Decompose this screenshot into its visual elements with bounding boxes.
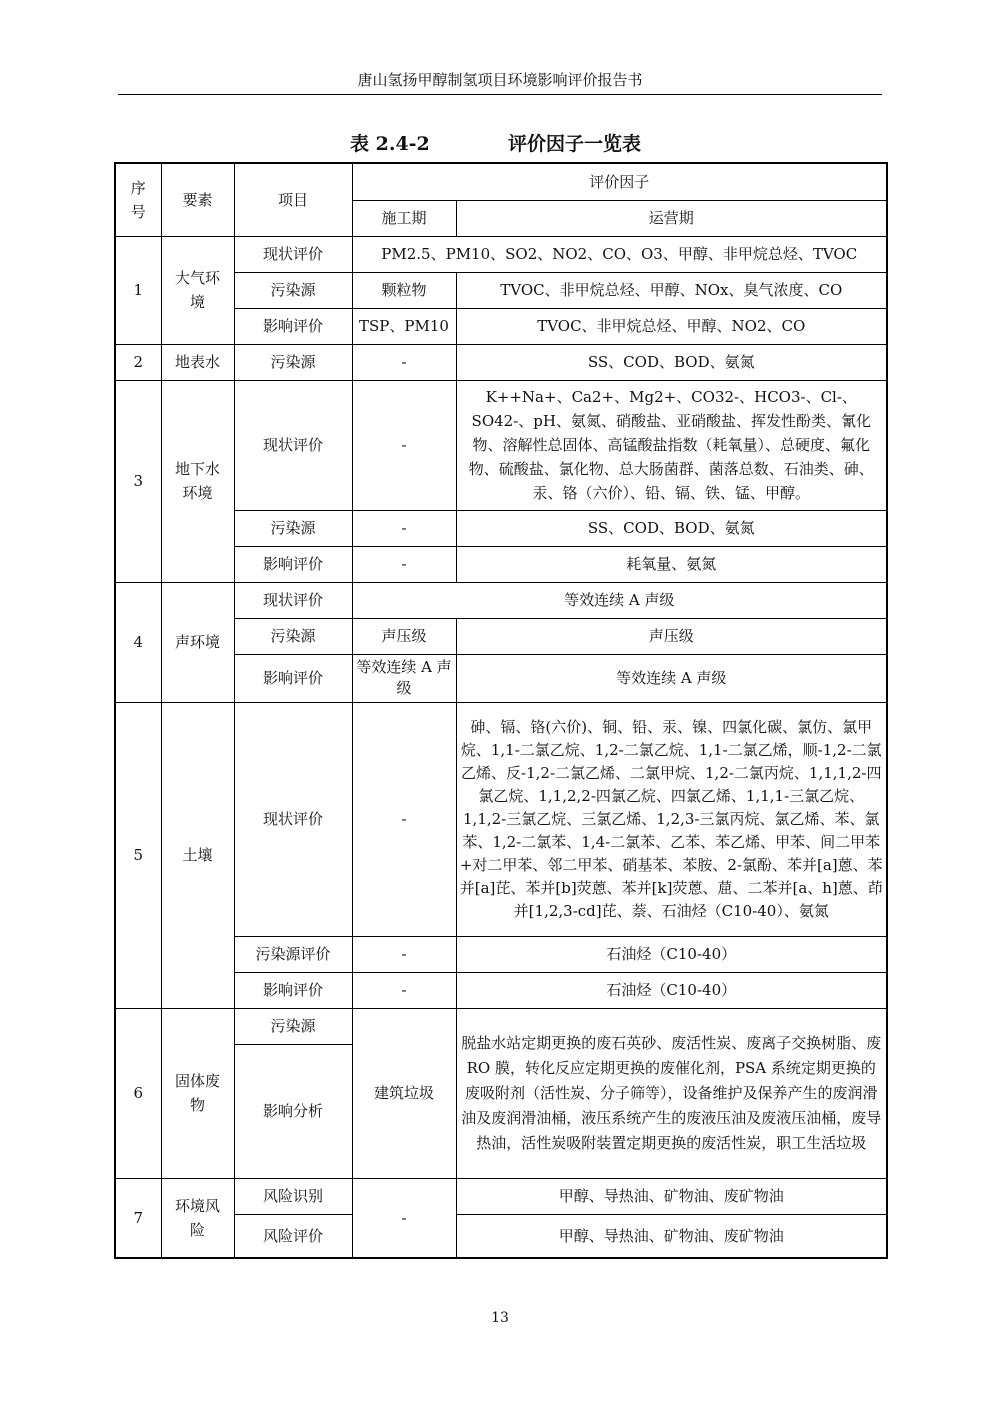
item-cell: 影响评价 [234,308,352,344]
construction-cell: 声压级 [352,618,456,654]
element-cell: 地下水环境 [161,380,234,582]
table-row [115,1178,887,1214]
table-title: 评价因子一览表 [508,133,642,155]
item-cell: 风险识别 [234,1178,352,1214]
table-row [115,702,887,936]
element-cell: 土壤 [161,702,234,1008]
table-row [115,380,887,510]
item-cell: 污染源 [234,1008,352,1044]
operation-cell: 脱盐水站定期更换的废石英砂、废活性炭、废离子交换树脂、废 RO 膜，转化反应定期更换的废催化剂，PSA 系统定期更换的废吸附剂（活性炭、分子筛等），设备维护及保养产生的废润滑油及废润滑油桶，液压系统产生的废液压油及废液压油桶，废导热油，活性炭吸附装置定期更换的废活性炭，职工生活垃圾 [456,1008,887,1178]
header-construction: 施工期 [352,200,456,236]
item-cell: 风险评价 [234,1214,352,1258]
item-cell: 现状评价 [234,236,352,272]
seq-cell: 2 [115,344,161,380]
operation-cell: TVOC、非甲烷总烃、甲醇、NOx、臭气浓度、CO [456,272,887,308]
operation-cell: 耗氧量、氨氮 [456,546,887,582]
header-operation: 运营期 [456,200,887,236]
operation-cell: TVOC、非甲烷总烃、甲醇、NO2、CO [456,308,887,344]
item-cell: 污染源 [234,510,352,546]
header-factor: 评价因子 [352,163,887,200]
table-row [115,236,887,272]
table-row [115,582,887,618]
header-divider [118,94,882,95]
item-cell: 污染源 [234,618,352,654]
construction-cell: - [352,380,456,510]
seq-cell: 7 [115,1178,161,1258]
item-cell: 污染源 [234,344,352,380]
header-item: 项目 [234,163,352,236]
element-cell: 声环境 [161,582,234,702]
evaluation-factor-table [114,162,888,1259]
construction-cell: 等效连续 A 声级 [352,654,456,702]
construction-cell: - [352,510,456,546]
construction-cell: - [352,972,456,1008]
table-row [115,1008,887,1044]
operation-cell: SS、COD、BOD、氨氮 [456,344,887,380]
page-number: 13 [491,1310,509,1326]
construction-cell: - [352,1178,456,1258]
header-seq: 序号 [115,163,161,236]
item-cell: 影响评价 [234,972,352,1008]
construction-cell: 颗粒物 [352,272,456,308]
construction-cell: 建筑垃圾 [352,1008,456,1178]
operation-cell: 声压级 [456,618,887,654]
item-cell: 污染源 [234,272,352,308]
item-cell: 污染源评价 [234,936,352,972]
factor-cell: PM2.5、PM10、SO2、NO2、CO、O3、甲醇、非甲烷总烃、TVOC [352,236,887,272]
header-element: 要素 [161,163,234,236]
construction-cell: TSP、PM10 [352,308,456,344]
element-cell: 固体废物 [161,1008,234,1178]
construction-cell: - [352,344,456,380]
factor-cell: 等效连续 A 声级 [352,582,887,618]
item-cell: 现状评价 [234,380,352,510]
operation-cell: K++Na+、Ca2+、Mg2+、CO32-、HCO3-、Cl-、SO42-、pH、氨氮、硝酸盐、亚硝酸盐、挥发性酚类、氰化物、溶解性总固体、高锰酸盐指数（耗氧量）、总硬度、氟化物、硫酸盐、氯化物、总大肠菌群、菌落总数、石油类、砷、汞、铬（六价）、铅、镉、铁、锰、甲醇。 [456,380,887,510]
item-cell: 影响分析 [234,1044,352,1178]
seq-cell: 5 [115,702,161,1008]
element-cell: 环境风险 [161,1178,234,1258]
item-cell: 现状评价 [234,702,352,936]
construction-cell: - [352,936,456,972]
table-row [115,344,887,380]
element-cell: 地表水 [161,344,234,380]
operation-cell: 石油烃（C10-40） [456,972,887,1008]
item-cell: 影响评价 [234,654,352,702]
operation-cell: 等效连续 A 声级 [456,654,887,702]
operation-cell: 甲醇、导热油、矿物油、废矿物油 [456,1214,887,1258]
seq-cell: 3 [115,380,161,582]
table-number: 表 2.4-2 [350,133,430,155]
operation-cell: 甲醇、导热油、矿物油、废矿物油 [456,1178,887,1214]
construction-cell: - [352,546,456,582]
operation-cell: 石油烃（C10-40） [456,936,887,972]
operation-cell: 砷、镉、铬(六价)、铜、铅、汞、镍、四氯化碳、氯仿、氯甲烷、1,1-二氯乙烷、1,2-二氯乙烷、1,1-二氯乙烯，顺-1,2-二氯乙烯、反-1,2-二氯乙烯、二氯甲烷、1,2-二氯丙烷、1,1,1,2-四氯乙烷、1,1,2,2-四氯乙烷、四氯乙烯、1,1,1-三氯乙烷、1,1,2-三氯乙烷、三氯乙烯、1,2,3-三氯丙烷、氯乙烯、苯、氯苯、1,2-二氯苯、1,4-二氯苯、乙苯、苯乙烯、甲苯、间二甲苯+对二甲苯、邻二甲苯、硝基苯、苯胺、2-氯酚、苯并[a]蒽、苯并[a]芘、苯并[b]荧蒽、苯并[k]荧蒽、䓛、二苯并[a、h]蒽、茚并[1,2,3-cd]芘、萘、石油烃（C10-40）、氨氮 [456,702,887,936]
item-cell: 影响评价 [234,546,352,582]
running-header: 唐山氢扬甲醇制氢项目环境影响评价报告书 [357,71,643,89]
table-header-row [115,163,887,200]
construction-cell: - [352,702,456,936]
seq-cell: 1 [115,236,161,344]
seq-cell: 6 [115,1008,161,1178]
operation-cell: SS、COD、BOD、氨氮 [456,510,887,546]
element-cell: 大气环境 [161,236,234,344]
seq-cell: 4 [115,582,161,702]
item-cell: 现状评价 [234,582,352,618]
table-caption [350,130,680,158]
